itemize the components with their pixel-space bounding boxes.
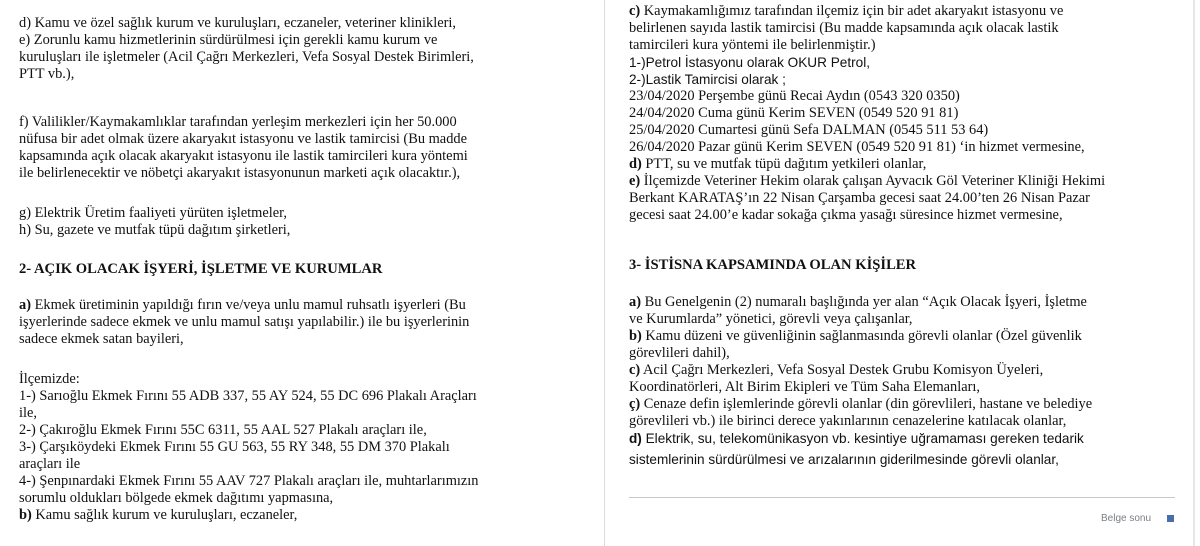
- text-line: İlçemizde Veteriner Hekim olarak çalışan Ayvacık Göl Veteriner Kliniği Hekimi: [640, 173, 1106, 189]
- text-line: Cenaze defin işlemlerinde görevli olanlar (din görevlileri, hastane ve belediye: [640, 396, 1093, 412]
- end-marker-icon: [1167, 515, 1174, 522]
- item-label: ç): [629, 396, 641, 412]
- text-line: 1-) Sarıoğlu Ekmek Fırını 55 ADB 337, 55 AY 524, 55 DC 696 Plakalı Araçları: [19, 388, 477, 404]
- right-exceptions: [629, 294, 1092, 468]
- text-line: e) Zorunlu kamu hizmetlerinin sürdürülmesi için gerekli kamu kurum ve: [19, 32, 438, 48]
- document-end-label: Belge sonu: [1101, 513, 1152, 524]
- left-block-2: [19, 114, 468, 182]
- column-divider: [604, 0, 605, 546]
- text-line: sorumlu oldukları bölgede ekmek dağıtımı yapmasına,: [19, 490, 334, 506]
- left-block-3: [19, 205, 290, 239]
- text-line: Acil Çağrı Merkezleri, Vefa Sosyal Destek Grubu Komisyon Üyeleri,: [640, 362, 1044, 378]
- text-line: Ekmek üretiminin yapıldığı fırın ve/veya unlu mamul ruhsatlı işyerleri (Bu: [31, 297, 466, 313]
- text-line: g) Elektrik Üretim faaliyeti yürüten işletmeler,: [19, 205, 287, 221]
- text-line: belirlenen sayıda lastik tamircisi (Bu madde kapsamında açık olacak lastik: [629, 20, 1059, 36]
- text-line: PTT vb.),: [19, 66, 75, 82]
- item-label: c): [629, 362, 641, 378]
- section-heading-3: 3- İSTİSNA KAPSAMINDA OLAN KİŞİLER: [629, 257, 917, 273]
- text-line: Elektrik, su, telekomünikasyon vb. kesintiye uğramaması gereken tedarik: [641, 431, 1084, 446]
- text-line: Bu Genelgenin (2) numaralı başlığında yer alan “Açık Olacak İşyeri, İşletme: [641, 294, 1087, 310]
- right-item-c: [629, 3, 1105, 224]
- left-block-1: [19, 15, 474, 83]
- text-line: 25/04/2020 Cumartesi günü Sefa DALMAN (0545 511 53 64): [629, 122, 989, 138]
- text-line: 24/04/2020 Cuma günü Kerim SEVEN (0549 520 91 81): [629, 105, 959, 121]
- item-label: a): [19, 297, 31, 313]
- text-line: tamircileri kura yöntemi ile belirlenmiştir.): [629, 37, 876, 53]
- text-line: kuruluşları ile işletmeler (Acil Çağrı Merkezleri, Vefa Sosyal Destek Birimleri,: [19, 49, 474, 65]
- left-bakeries: [19, 371, 478, 524]
- item-label: a): [629, 294, 641, 310]
- item-label: b): [19, 507, 32, 523]
- text-line: Kamu sağlık kurum ve kuruluşları, eczaneler,: [31, 507, 298, 523]
- item-label: e): [629, 173, 641, 189]
- text-line: f) Valilikler/Kaymakamlıklar tarafından yerleşim merkezleri için her 50.000: [19, 114, 457, 130]
- text-line: Berkant KARATAŞ’ın 22 Nisan Çarşamba gecesi saat 24.00’ten 26 Nisan Pazar: [629, 190, 1090, 206]
- item-label: c): [629, 3, 641, 19]
- text-line: 26/04/2020 Pazar günü Kerim SEVEN (0549 520 91 81) ‘in hizmet vermesine,: [629, 139, 1085, 155]
- text-line: Kamu düzeni ve güvenliğinin sağlanmasında görevli olanlar (Özel güvenlik: [641, 328, 1082, 344]
- text-line: 4-) Şenpınardaki Ekmek Fırını 55 AAV 727 Plakalı araçları ile, muhtarlarımızın: [19, 473, 479, 489]
- item-label: b): [629, 328, 642, 344]
- text-line: Koordinatörleri, Alt Birim Ekipleri ve Tüm Saha Elemanları,: [629, 379, 981, 395]
- text-line: 2-) Çakıroğlu Ekmek Fırını 55C 6311, 55 AAL 527 Plakalı araçları ile,: [19, 422, 427, 438]
- item-label: d): [629, 156, 642, 172]
- ilcemizde-label: İlçemizde:: [19, 371, 80, 387]
- text-line: 1-)Petrol İstasyonu olarak OKUR Petrol,: [629, 55, 871, 70]
- text-line: kapsamında açık olacak akaryakıt istasyonu ile lastik tamircileri kura yöntemi: [19, 148, 468, 164]
- text-line: nüfusa bir adet olmak üzere akaryakıt istasyonu ve lastik tamircisi (Bu madde: [19, 131, 467, 147]
- text-line: 3-) Çarşıköydeki Ekmek Fırını 55 GU 563, 55 RY 348, 55 DM 370 Plakalı: [19, 439, 450, 455]
- text-line: ile,: [19, 405, 37, 421]
- text-line: görevlileri vb.) ile birinci derece yakınlarının cenazelerine katılacak olanlar,: [629, 413, 1067, 429]
- text-line: ve Kurumlarda” yönetici, görevli veya çalışanlar,: [629, 311, 913, 327]
- end-separator: [629, 497, 1175, 498]
- scroll-edge: [1193, 0, 1195, 546]
- left-item-a: [19, 297, 469, 348]
- text-line: sadece ekmek satan bayileri,: [19, 331, 184, 347]
- item-label: d): [629, 431, 642, 446]
- text-line: d) Kamu ve özel sağlık kurum ve kuruluşları, eczaneler, veteriner klinikleri,: [19, 15, 456, 31]
- text-line: görevlileri dahil),: [629, 345, 730, 361]
- text-line: Kaymakamlığımız tarafından ilçemiz için bir adet akaryakıt istasyonu ve: [640, 3, 1064, 19]
- text-line: PTT, su ve mutfak tüpü dağıtım yetkileri olanlar,: [641, 156, 927, 172]
- text-line: sistemlerinin sürdürülmesi ve arızalarının giderilmesinde görevli olanlar,: [629, 452, 1059, 467]
- text-line: işyerlerinde sadece ekmek ve unlu mamul satışı yapılabilir.) ile bu işyerlerinin: [19, 314, 470, 330]
- text-line: 23/04/2020 Perşembe günü Recai Aydın (0543 320 0350): [629, 88, 960, 104]
- section-heading-2: 2- AÇIK OLACAK İŞYERİ, İŞLETME VE KURUMLAR: [19, 261, 383, 277]
- text-line: gecesi saat 24.00’e kadar sokağa çıkma yasağı süresince hizmet vermesine,: [629, 207, 1063, 223]
- text-line: 2-)Lastik Tamircisi olarak ;: [629, 72, 786, 87]
- text-line: ile belirlenecektir ve nöbetçi akaryakıt istasyonunun marketi açık olacaktır.),: [19, 165, 461, 181]
- text-line: h) Su, gazete ve mutfak tüpü dağıtım şirketleri,: [19, 222, 291, 238]
- text-line: araçları ile: [19, 456, 81, 472]
